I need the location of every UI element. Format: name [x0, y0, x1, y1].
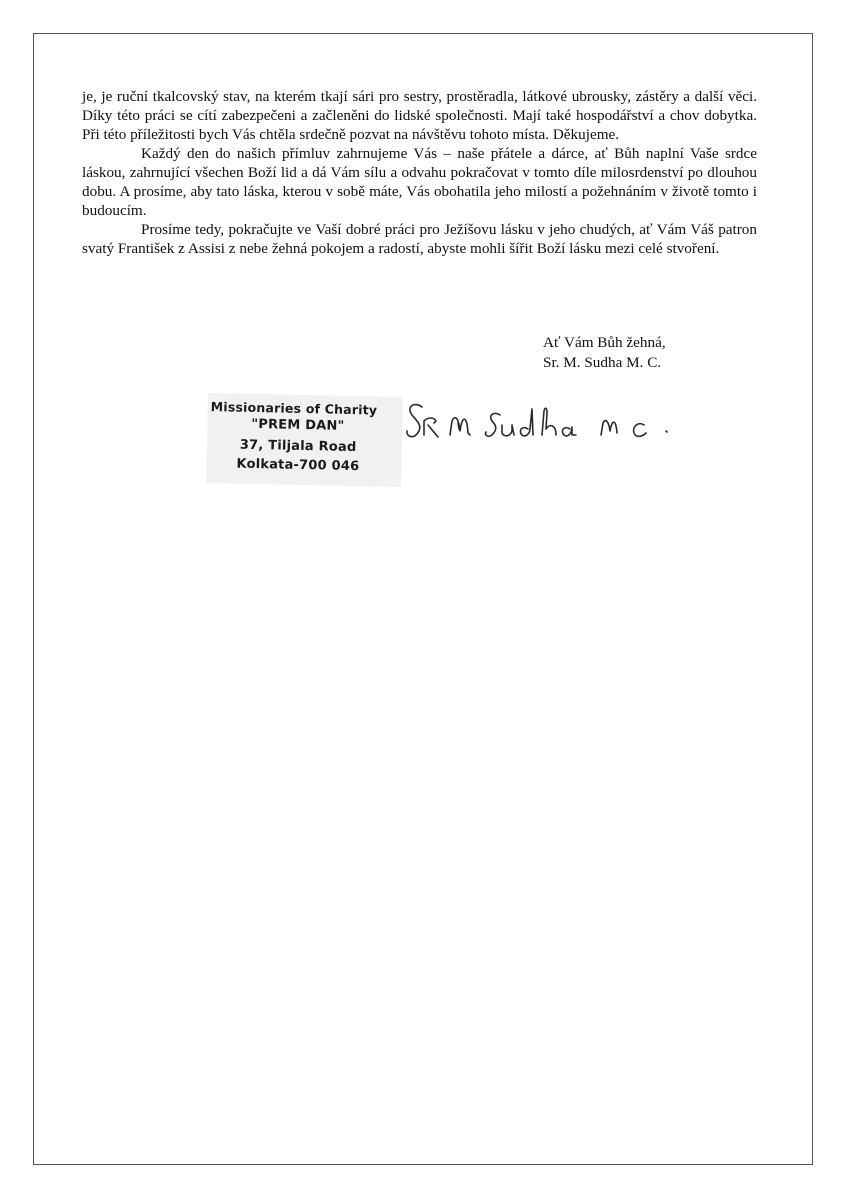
closing-name: Sr. M. Sudha M. C. — [543, 354, 662, 371]
closing-blessing: Ať Vám Bůh žehná, — [543, 334, 666, 351]
closing-block — [543, 333, 666, 373]
stamp-line-house: "PREM DAN" — [251, 416, 345, 434]
letter-body — [82, 87, 757, 258]
stamp-line-city: Kolkata-700 046 — [236, 456, 360, 475]
paragraph-1: je, je ruční tkalcovský stav, na kterém tkají sári pro sestry, prostěradla, látkové ubrousky, zástěry a další věci. Díky této práci se cítí zabezpečeni a začleněni do lidské společnosti. Mají také hospodářství a chov dobytka. Při této příležitosti bych Vás chtěla srdečně pozvat na návštěvu tohoto místa. Děkujeme. — [82, 88, 757, 143]
paragraph-3: Prosíme tedy, pokračujte ve Vaší dobré práci pro Ježíšovu lásku v jeho chudých, ať Vám Váš patron svatý František z Assisi z nebe žehná pokojem a radostí, abyste mohli šířit Boží lásku mezi celé stvoření. — [82, 221, 757, 257]
handwritten-signature — [404, 385, 684, 455]
paragraph-2: Každý den do našich přímluv zahrnujeme Vás – naše přátele a dárce, ať Bůh naplní Vaše srdce láskou, zahrnující všechen Boží lid a dá Vám sílu a odvahu pokračovat v tomto díle milosrdenství po dlouhou dobu. A prosíme, aby tato láska, kterou v sobě máte, Vás obohatila jeho milostí a požehnáním v životě tomto i budoucím. — [82, 145, 757, 219]
address-stamp — [206, 393, 403, 487]
stamp-line-street: 37, Tiljala Road — [239, 437, 357, 456]
stamp-line-organization: Missionaries of Charity — [210, 399, 378, 418]
signature-text: Sr M Sudha M C. — [404, 453, 412, 454]
